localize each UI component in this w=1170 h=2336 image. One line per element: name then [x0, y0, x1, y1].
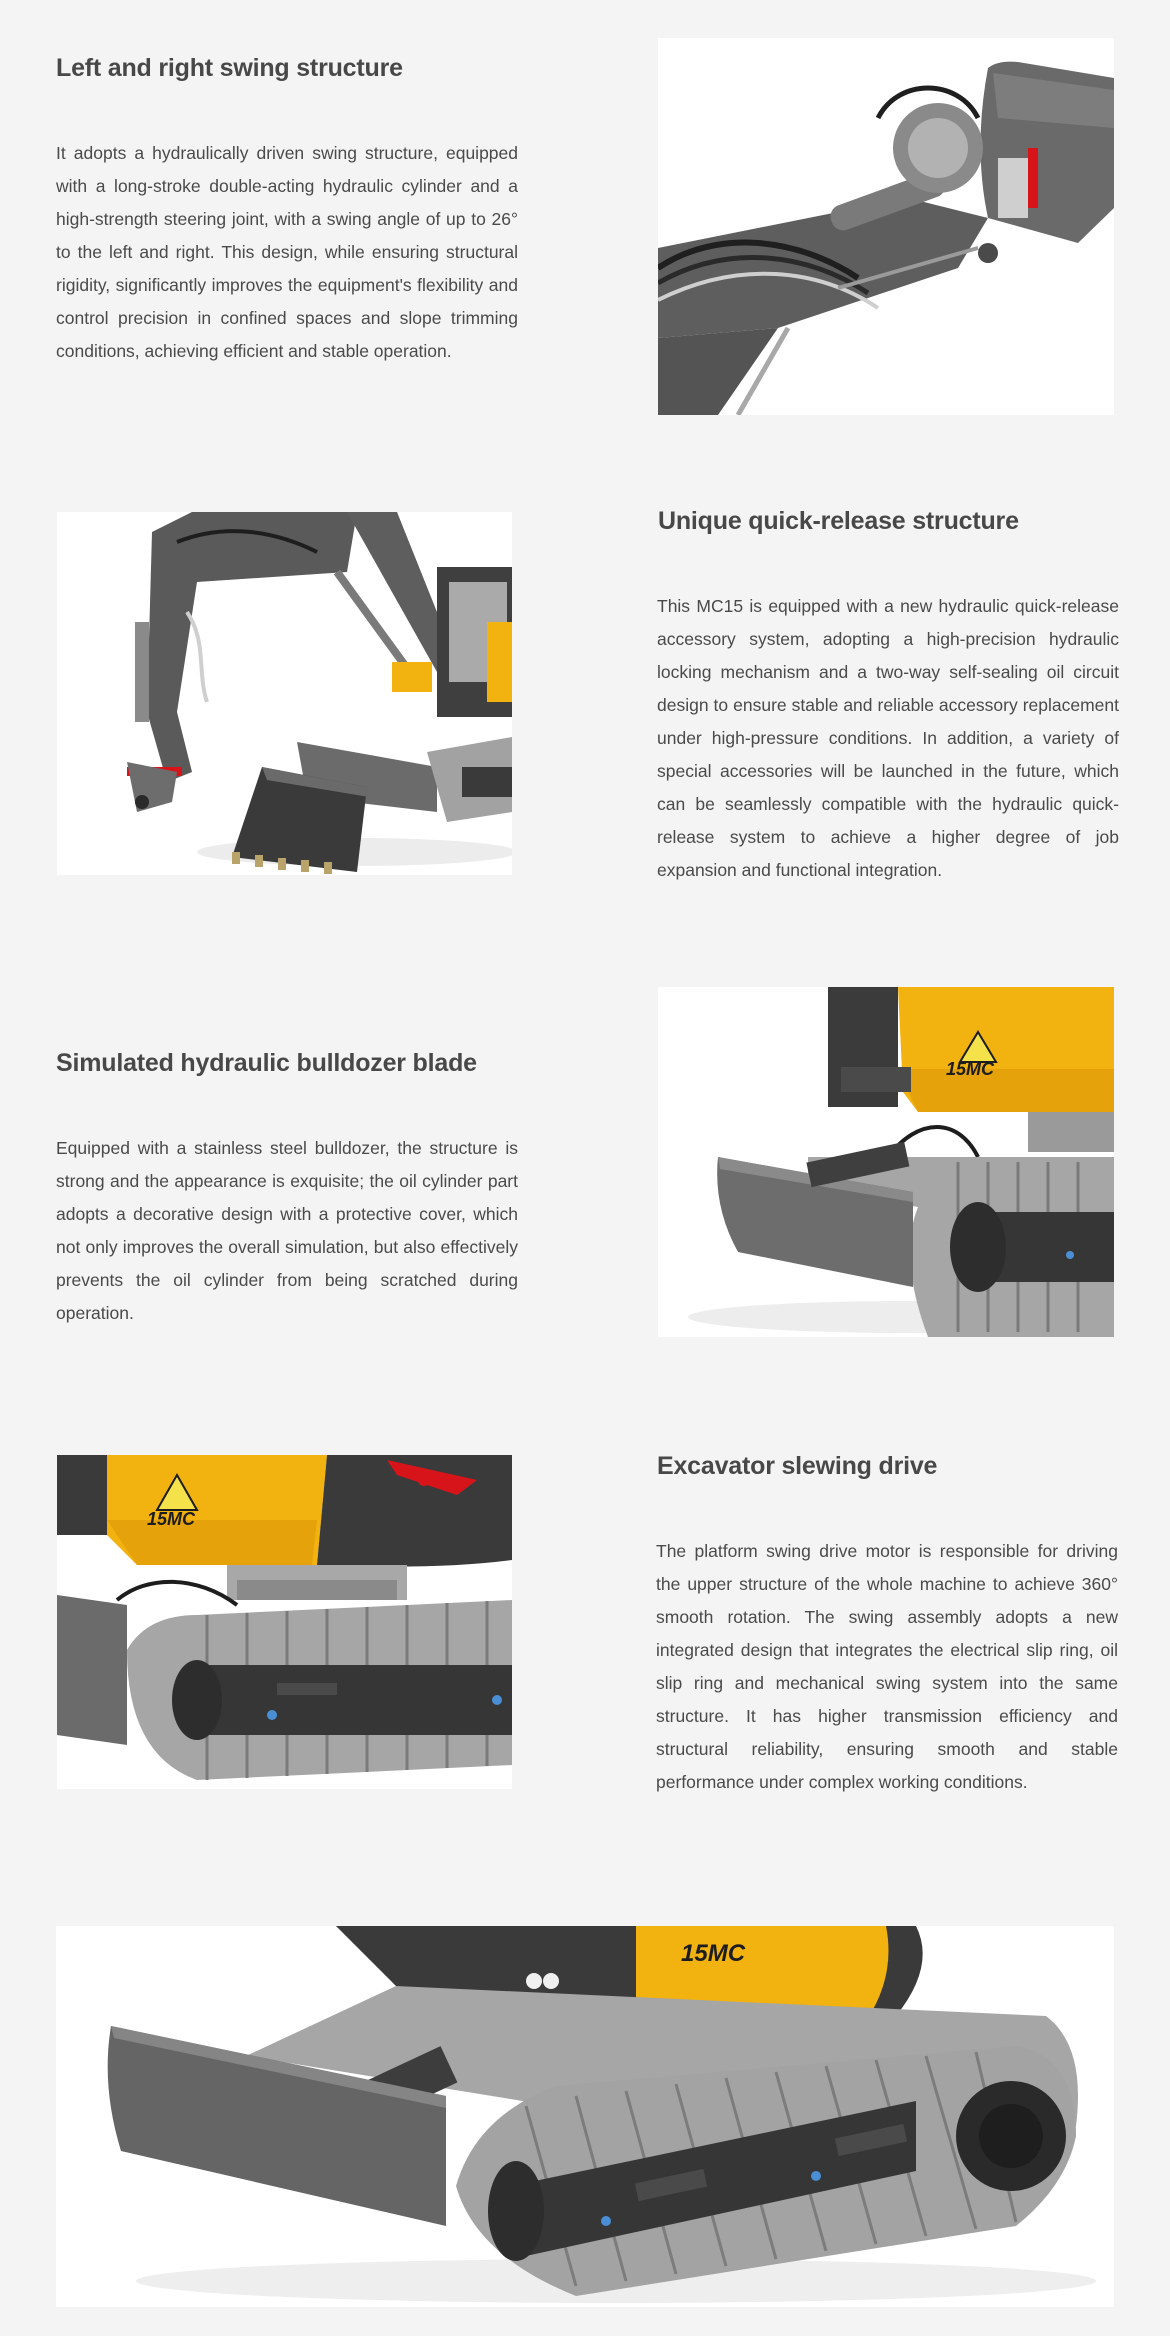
section-title-bulldozer: Simulated hydraulic bulldozer blade	[56, 1049, 477, 1077]
section-body-bulldozer: Equipped with a stainless steel bulldozer, the structure is strong and the appearance is exquisite; the oil cylinder part adopts a decorative design with a protective cover, which not only improves the overall simulation, but also effectively prevents the oil cylinder from being scratched during operation.	[56, 1138, 518, 1323]
section-title-slewing: Excavator slewing drive	[657, 1452, 938, 1480]
slewing-drive-photo	[57, 1455, 512, 1789]
model-decal: 15MC	[681, 1940, 746, 1967]
section-title-swing: Left and right swing structure	[56, 54, 403, 82]
bulldozer-blade-photo	[658, 987, 1114, 1337]
section-body-slewing: The platform swing drive motor is responsible for driving the upper structure of the whole machine to achieve 360° smooth rotation. The swing assembly adopts a new integrated design that integrates the electrical slip ring, oil slip ring and mechanical swing system into the same structure. It has higher transmission efficiency and structural reliability, ensuring smooth and stable performance under complex working conditions.	[656, 1541, 1118, 1792]
section-title-quick-release: Unique quick-release structure	[658, 507, 1019, 535]
section-body-quick-release: This MC15 is equipped with a new hydraulic quick-release accessory system, adopting a high-precision hydraulic locking mechanism and a two-way self-sealing oil circuit design to ensure stable and reliable accessory replacement under high-pressure conditions. In addition, a variety of special accessories will be launched in the future, which can be seamlessly compatible with the hydraulic quick-release system to achieve a higher degree of job expansion and functional integration.	[657, 596, 1119, 880]
model-decal: 15MC	[147, 1509, 196, 1529]
section-body-swing: It adopts a hydraulically driven swing structure, equipped with a long-stroke double-acting hydraulic cylinder and a high-strength steering joint, with a swing angle of up to 26° to the left and right. This design, while ensuring structural rigidity, significantly improves the equipment's flexibility and control precision in confined spaces and slope trimming conditions, achieving efficient and stable operation.	[56, 143, 518, 361]
model-decal: 15MC	[946, 1059, 995, 1079]
undercarriage-photo	[56, 1926, 1114, 2307]
quick-release-photo	[57, 512, 512, 875]
swing-structure-photo	[658, 38, 1114, 415]
